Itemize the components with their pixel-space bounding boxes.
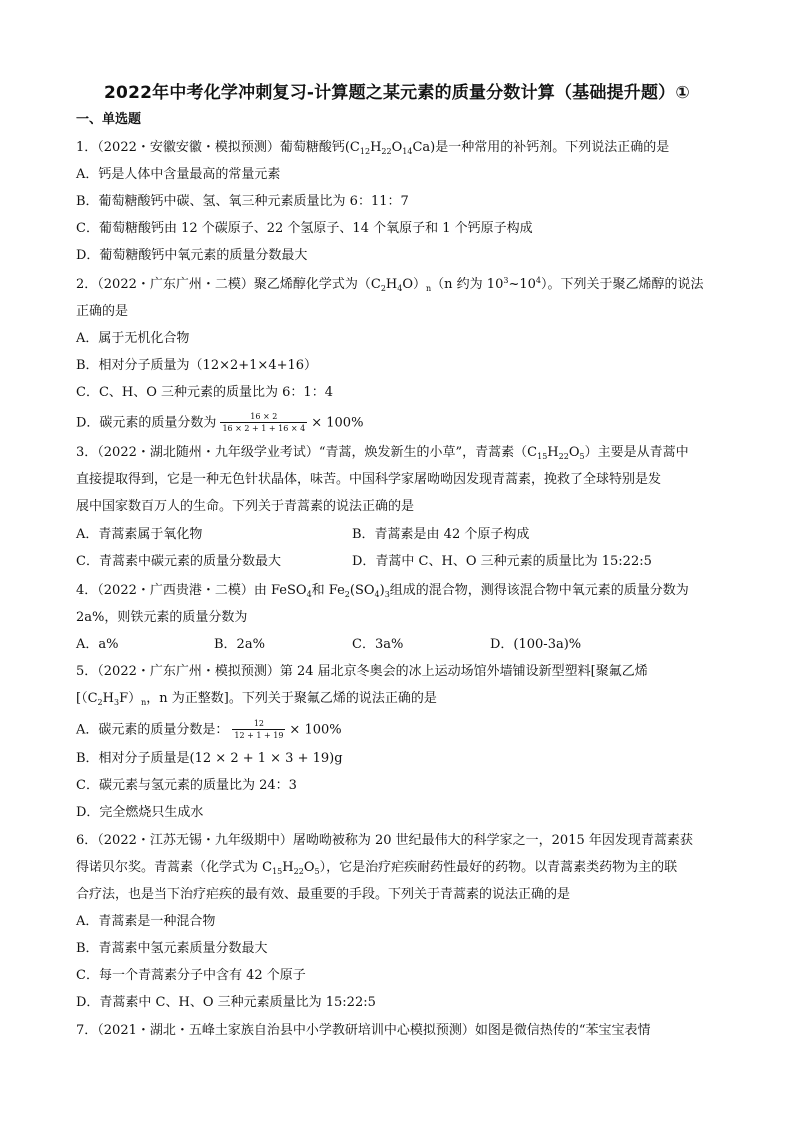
question-3-option-d: D．青蒿中 C、H、O 三种元素的质量比为 15:22:5 [352, 554, 652, 569]
question-2-option-a: A．属于无机化合物 [76, 331, 190, 346]
question-6-option-d: D．青蒿素中 C、H、O 三种元素质量比为 15:22:5 [76, 995, 376, 1010]
question-5-stem-line2: [$(C_2H_3F)_n$，n 为正整数]。下列关于聚氟乙烯的说法正确的是 [76, 691, 437, 707]
question-6-stem-line2: 得诺贝尔奖。青蒿素（化学式为 $C_{15}H_{22}O_5$），它是治疗疟疾耐药性最好的药物。以青蒿素类药物为主的联 [76, 860, 678, 876]
fraction: $\frac{16 \times 2}{16 \times 2 + 1 + 16 \times 4}$ [222, 412, 306, 433]
question-3-option-b: B．青蒿素是由 42 个原子构成 [352, 527, 530, 542]
question-3-option-a: A．青蒿素属于氧化物 [76, 527, 203, 542]
fraction: $\frac{12}{12 + 1 + 19}$ [234, 719, 284, 740]
question-5-stem-line1: 5．（2022・广东广州・模拟预测）第 24 届北京冬奥会的冰上运动场馆外墙铺设新型塑料[聚氟乙烯 [76, 664, 648, 679]
question-1-option-b: B．葡萄糖酸钙中碳、氢、氧三种元素质量比为 6：11：7 [76, 194, 409, 209]
question-2-option-d: D．碳元素的质量分数为 $\frac{16 \times 2}{16 \times 2 + 1 + 16 \times 4}$ × 100% [76, 412, 364, 433]
question-4-option-d: D．(100-3a)% [490, 637, 582, 652]
question-4-option-a: A．a% [76, 637, 119, 652]
section-heading: 一、单选题 [76, 112, 142, 127]
question-3-stem-line3: 展中国家数百万人的生命。下列关于青蒿素的说法正确的是 [76, 499, 415, 514]
question-2-stem-line2: 正确的是 [76, 304, 129, 319]
document-title: 2022年中考化学冲刺复习-计算题之某元素的质量分数计算（基础提升题）① [104, 83, 690, 103]
question-5-option-b: B．相对分子质量是(12 × 2 + 1 × 3 + 19)g [76, 751, 343, 766]
question-1-option-a: A．钙是人体中含量最高的常量元素 [76, 167, 281, 182]
question-6-option-a: A．青蒿素是一种混合物 [76, 914, 216, 929]
question-5-option-a: A．碳元素的质量分数是： $\frac{12}{12 + 1 + 19}$ × 100% [76, 719, 342, 740]
question-4-option-b: B．2a% [214, 637, 265, 652]
question-6-option-c: C．每一个青蒿素分子中含有 42 个原子 [76, 968, 306, 983]
question-6-option-b: B．青蒿素中氢元素质量分数最大 [76, 941, 268, 956]
question-4-stem-line1: 4．（2022・广西贵港・二模）由 FeSO$_4$和 $Fe_2(SO_4)_3$组成的混合物，测得该混合物中氧元素的质量分数为 [76, 583, 689, 599]
question-7-stem-line1: 7．（2021・湖北・五峰土家族自治县中小学教研培训中心模拟预测）如图是微信热传的“苯宝宝表情 [76, 1023, 651, 1038]
question-6-stem-line3: 合疗法，也是当下治疗疟疾的最有效、最重要的手段。下列关于青蒿素的说法正确的是 [76, 887, 571, 902]
question-4-option-c: C．3a% [352, 637, 404, 652]
question-1-stem: 1．（2022・安徽安徽・模拟预测）葡萄糖酸钙$(C_{12}H_{22}O_{14}Ca)$是一种常用的补钙剂。下列说法正确的是 [76, 140, 670, 156]
question-3-option-c: C．青蒿素中碳元素的质量分数最大 [76, 554, 281, 569]
question-1-option-d: D．葡萄糖酸钙中氧元素的质量分数最大 [76, 248, 308, 263]
question-2-option-b: B．相对分子质量为（12×2+1×4+16） [76, 358, 318, 373]
question-3-stem-line1: 3．（2022・湖北随州・九年级学业考试）“青蒿，焕发新生的小草”，青蒿素$(C_{15}H_{22}O_5)$主要是从青蒿中 [76, 445, 689, 461]
question-5-option-d: D．完全燃烧只生成水 [76, 805, 204, 820]
question-6-stem-line1: 6．（2022・江苏无锡・九年级期中）屠呦呦被称为 20 世纪最伟大的科学家之一，2015 年因发现青蒿素获 [76, 833, 693, 848]
question-1-option-c: C．葡萄糖酸钙由 12 个碳原子、22 个氢原子、14 个氧原子和 1 个钙原子构成 [76, 221, 533, 236]
question-2-option-c: C．C、H、O 三种元素的质量比为 6：1：4 [76, 385, 333, 400]
question-4-stem-line2: 2a%，则铁元素的质量分数为 [76, 610, 248, 625]
question-5-option-c: C．碳元素与氢元素的质量比为 24：3 [76, 778, 297, 793]
question-2-stem: 2．（2022・广东广州・二模）聚乙烯醇化学式为$(C_2H_4O)_n(n$ 约为 $10^3\sim 10^4$）。下列关于聚乙烯醇的说法 [76, 276, 704, 293]
question-3-stem-line2: 直接提取得到，它是一种无色针状晶体，味苦。中国科学家屠呦呦因发现青蒿素，挽救了全球特别是发 [76, 472, 662, 487]
